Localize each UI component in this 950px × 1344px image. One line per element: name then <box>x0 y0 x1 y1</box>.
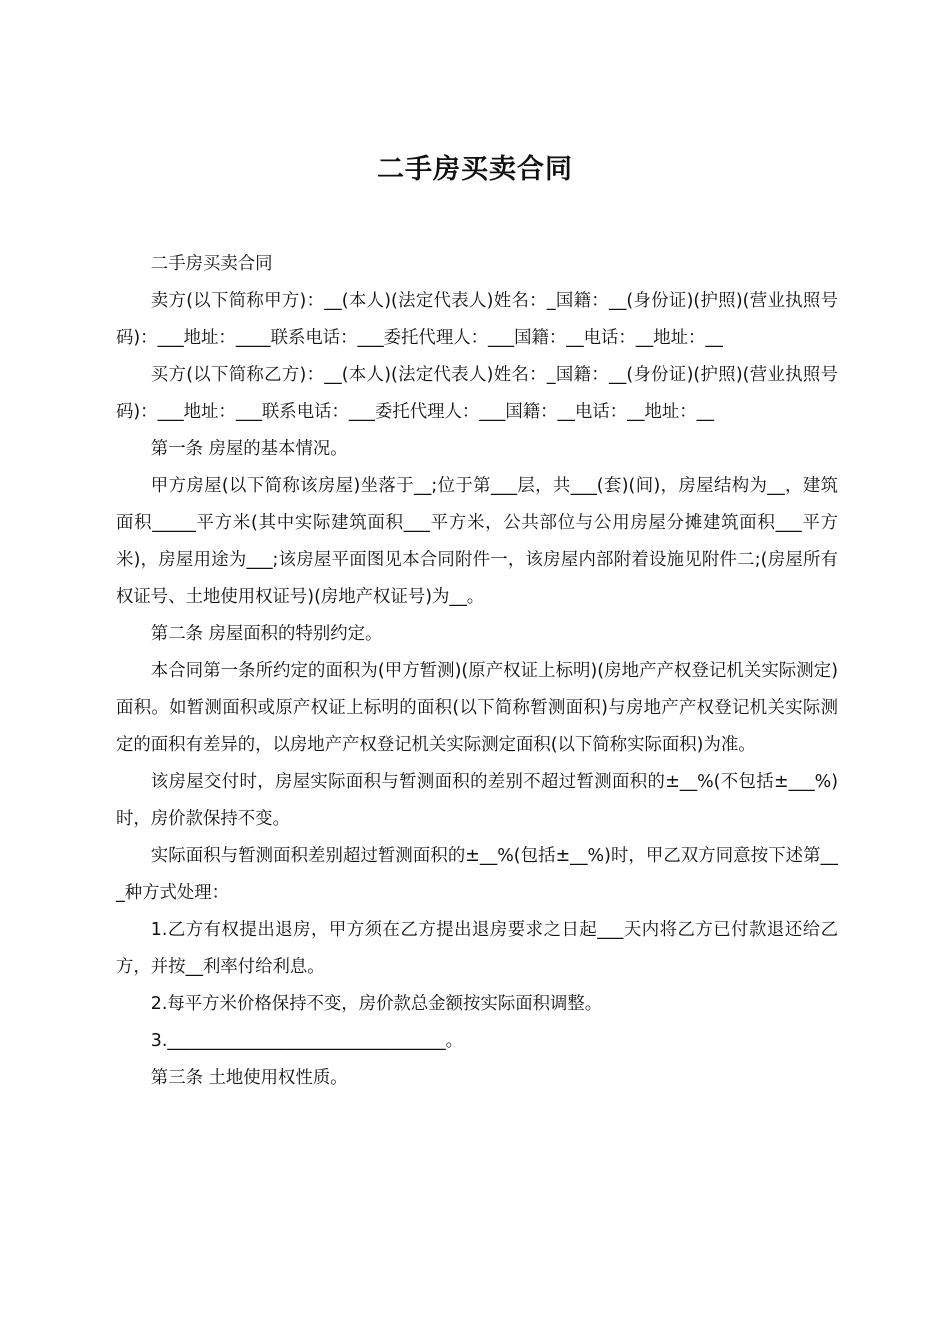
area-excess-paragraph: 实际面积与暂测面积差别超过暂测面积的±__%(包括±__%)时，甲乙双方同意按下述第___种方式处理： <box>116 846 838 903</box>
option-3-paragraph: 3.________________________________。 <box>150 1031 464 1051</box>
heading-paragraph: 二手房买卖合同 <box>150 254 273 274</box>
document-title: 二手房买卖合同 <box>377 154 573 186</box>
area-tolerance-paragraph: 该房屋交付时，房屋实际面积与暂测面积的差别不超过暂测面积的±__%(不包括±___%)时，房价款保持不变。 <box>116 772 838 829</box>
document-body <box>116 246 838 1097</box>
article-1-body: 甲方房屋(以下简称该房屋)坐落于__;位于第___层，共___(套)(间)，房屋结构为__，建筑面积_____平方米(其中实际建筑面积___平方米，公共部位与公用房屋分摊建筑面积___平方米)，房屋用途为___;该房屋平面图见本合同附件一，该房屋内部附着设施见附件二;(房屋所有权证号、土地使用权证号)(房地产权证号)为__。 <box>116 476 838 607</box>
article-2-heading: 第二条 房屋面积的特别约定。 <box>150 624 383 644</box>
buyer-info-paragraph: 买方(以下简称乙方)：__(本人)(法定代表人)姓名：_国籍：__(身份证)(护照)(营业执照号码)：___地址：___联系电话：___委托代理人：___国籍：__电话：__地址：__ <box>116 365 838 422</box>
article-3-heading: 第三条 土地使用权性质。 <box>150 1068 348 1088</box>
option-1-paragraph: 1.乙方有权提出退房，甲方须在乙方提出退房要求之日起___天内将乙方已付款退还给乙方，并按__利率付给利息。 <box>116 920 838 977</box>
article-2-body: 本合同第一条所约定的面积为(甲方暂测)(原产权证上标明)(房地产产权登记机关实际测定)面积。如暂测面积或原产权证上标明的面积(以下简称暂测面积)与房地产产权登记机关实际测定的面积有差异的，以房地产产权登记机关实际测定面积(以下简称实际面积)为准。 <box>116 661 838 755</box>
article-1-heading: 第一条 房屋的基本情况。 <box>150 439 348 459</box>
seller-info-paragraph: 卖方(以下简称甲方)：__(本人)(法定代表人)姓名：_国籍：__(身份证)(护照)(营业执照号码)：___地址：____联系电话：___委托代理人：___国籍：__电话：__地址：__ <box>116 291 838 348</box>
option-2-paragraph: 2.每平方米价格保持不变，房价款总金额按实际面积调整。 <box>150 994 603 1014</box>
